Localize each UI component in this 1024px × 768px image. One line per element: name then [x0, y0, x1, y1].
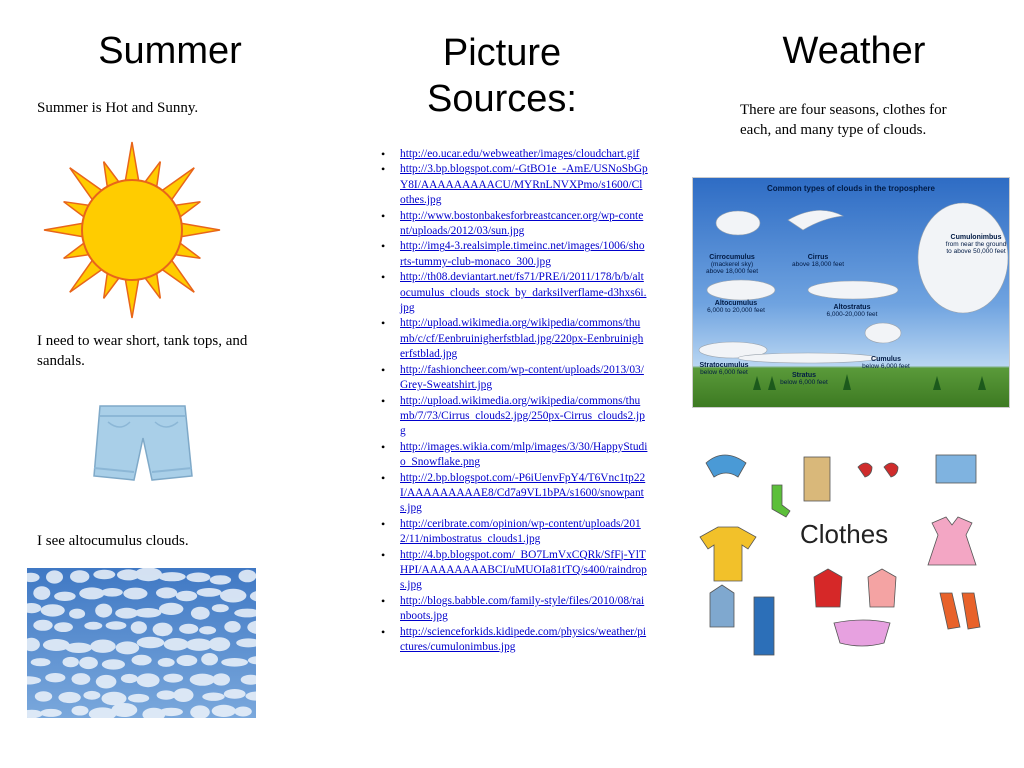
cloud-puff — [79, 587, 104, 599]
cloud-altitude: from near the ground to above 50,000 feet — [945, 241, 1007, 255]
source-link[interactable]: http://eo.ucar.edu/webweather/images/cloudchart.gif — [400, 148, 640, 160]
cloud-puff — [153, 623, 173, 637]
cloud-puff — [212, 604, 229, 612]
source-item — [380, 363, 648, 394]
cloud-puff — [128, 694, 149, 703]
cloud-label-cirrocumulus — [703, 254, 761, 275]
cloud-puff — [224, 621, 240, 633]
cloud-puff — [46, 570, 63, 583]
picture-sources-title — [390, 30, 614, 122]
cloud-puff — [186, 639, 213, 651]
cloud-name: Stratus — [791, 372, 817, 379]
cloud-puff — [106, 621, 127, 630]
cloud-puff — [224, 689, 246, 699]
source-item — [380, 239, 648, 270]
source-link[interactable]: http://scienceforkids.kidipede.com/physics/weather/pictures/cumulonimbus.jpg — [400, 625, 647, 653]
shorts-image — [90, 402, 195, 482]
weather-title: Weather — [782, 30, 926, 72]
cloud-altitude: below 6,000 feet — [862, 363, 910, 370]
source-link[interactable]: http://blogs.babble.com/family-style/files/2010/08/rainboots.jpg — [400, 594, 645, 623]
cloud-puff — [159, 603, 183, 615]
cloud-puff — [79, 657, 98, 669]
cloud-name: Cumulonimbus — [950, 234, 1002, 241]
cloud-types-chart — [692, 177, 1010, 408]
cloud-puff — [135, 568, 162, 581]
cloud-altitude: below 6,000 feet — [700, 369, 748, 376]
cloud-puff — [221, 658, 248, 667]
cloud-label-cirrus — [789, 254, 847, 268]
cloud-puff — [35, 691, 52, 701]
cloud-puff — [201, 653, 218, 665]
cloud-puff — [54, 622, 73, 632]
cloud-puff — [54, 592, 76, 601]
cloud-name: Cirrus — [807, 254, 829, 261]
cloud-puff — [137, 637, 165, 648]
cloud-puff — [212, 673, 230, 685]
cloud-puff — [199, 626, 216, 634]
cloud-puff — [157, 690, 176, 699]
cloud-puff — [197, 588, 222, 597]
source-item — [380, 440, 648, 471]
altocumulus-photo — [27, 568, 256, 718]
cloud-puff — [210, 575, 231, 584]
cloud-puff — [191, 607, 210, 620]
cloud-chart-title: Common types of clouds in the troposphere — [766, 184, 935, 193]
cloud-puff — [96, 675, 117, 689]
source-link[interactable]: http://img4-3.realsimple.timeinc.net/images/1006/shorts-tummy-club-monaco_300.jpg — [400, 240, 645, 268]
cloud-label-cumulus — [861, 356, 911, 370]
cloud-puff — [116, 641, 140, 654]
cloud-altitude: above 18,000 feet — [791, 261, 845, 268]
cloud-puff — [95, 604, 112, 618]
source-item — [380, 316, 648, 362]
cloud-puff — [83, 691, 100, 700]
cloud-puff — [43, 639, 70, 651]
source-item — [380, 471, 648, 517]
cloud-puff — [102, 659, 125, 669]
picture-sources-title-line1: Picture — [442, 32, 562, 74]
cloud-puff — [45, 673, 65, 682]
source-item — [380, 517, 648, 548]
source-link[interactable]: http://fashioncheer.com/wp-content/uploads/2013/03/Grey-Sweatshirt.jpg — [400, 363, 644, 392]
source-link[interactable]: http://3.bp.blogspot.com/-GtBO1e_-AmE/USNoSbGpY8I/AAAAAAAAACU/MYRnLNVXPmo/s1600/Clothes.jpg — [400, 163, 648, 207]
cloud-puff — [190, 674, 215, 686]
cloud-label-cumulonimbus — [945, 234, 1007, 255]
cloud-label-stratocumulus — [695, 362, 753, 376]
picture-sources-list — [380, 147, 648, 655]
sun-ray — [125, 142, 140, 185]
source-item — [380, 209, 648, 240]
source-link[interactable]: http://images.wikia.com/mlp/images/3/30/HappyStudio_Snowflake.png — [400, 440, 648, 469]
summer-text-3: I see altocumulus clouds. — [37, 533, 189, 549]
cloud-puff — [173, 688, 193, 702]
cloud-puff — [101, 588, 122, 597]
cloud-label-stratus — [775, 372, 833, 386]
cloud-puff — [137, 673, 160, 687]
cloud-name: Altocumulus — [714, 300, 758, 307]
source-link[interactable]: http://th08.deviantart.net/fs71/PRE/i/2011/178/b/b/altocumulus_clouds_stock_by_darksilverflame-d3hxs6i.jpg — [400, 271, 647, 315]
source-item — [380, 270, 648, 316]
cloud-puff — [158, 658, 175, 667]
cloud-puff — [158, 572, 185, 581]
weather-text-1: There are four seasons, clothes for each, and many type of clouds. — [740, 102, 947, 138]
source-item — [380, 625, 648, 656]
cloud-label-altocumulus — [705, 300, 767, 314]
cloud-puff — [156, 587, 177, 598]
cloud-name: Cumulus — [871, 356, 901, 363]
cloud-puff — [40, 709, 62, 717]
source-link[interactable]: http://2.bp.blogspot.com/-P6iUenvFpY4/T6Vnc1tp22I/AAAAAAAAAE8/Cd7a9VL1bPA/s1600/snowpants.jpg — [400, 471, 646, 515]
sun-ray — [177, 223, 220, 238]
cloud-puff — [131, 621, 147, 634]
cloud-puff — [163, 674, 183, 683]
cloud-puff — [176, 591, 197, 602]
summer-text-1: Summer is Hot and Sunny. — [37, 100, 199, 116]
source-link[interactable]: http://upload.wikimedia.org/wikipedia/commons/thumb/7/73/Cirrus_clouds2.jpg/250px-Cirrus_clouds2.jpg — [400, 394, 645, 438]
source-link[interactable]: http://ceribrate.com/opinion/wp-content/uploads/2012/11/nimbostratus_clouds1.jpg — [400, 517, 641, 546]
cloud-puff — [90, 640, 115, 653]
clothes-drawing — [692, 437, 1008, 669]
cloud-puff — [220, 589, 246, 603]
cloud-puff — [33, 620, 52, 631]
cloud-puff — [177, 655, 198, 666]
source-item — [380, 147, 648, 162]
cloud-name: Altostratus — [833, 304, 871, 311]
cloud-puff — [209, 637, 231, 651]
cloud-puff — [58, 692, 80, 703]
cloud-puff — [160, 708, 183, 716]
cloud-puff — [33, 586, 50, 600]
cloud-puff — [69, 609, 85, 619]
cloud-puff — [111, 703, 137, 717]
cloud-puff — [41, 604, 65, 616]
cloud-puff — [186, 573, 210, 583]
summer-text-2: I need to wear short, tank tops, and sandals. — [37, 333, 248, 369]
source-item — [380, 162, 648, 208]
cloud-altitude: (mackerel sky) above 18,000 feet — [705, 261, 759, 275]
source-link[interactable]: http://www.bostonbakesforbreastcancer.org/wp-content/uploads/2012/03/sun.jpg — [400, 209, 644, 238]
source-item — [380, 594, 648, 625]
clothes-illustration — [692, 437, 1008, 669]
clothes-label: Clothes — [800, 519, 889, 549]
picture-sources-title-line2: Sources: — [427, 78, 577, 120]
sun-image — [42, 140, 222, 320]
summer-title: Summer — [98, 30, 242, 72]
cloud-puff — [65, 643, 92, 653]
source-item — [380, 394, 648, 440]
cloud-altitude: below 6,000 feet — [780, 379, 828, 386]
source-link[interactable]: http://upload.wikimedia.org/wikipedia/commons/thumb/c/cf/Eenbruinigherfstblad.jpg/220px-Eenbruinigherfstblad.jpg — [400, 317, 644, 361]
cloud-altitude: 6,000 to 20,000 feet — [707, 307, 765, 314]
cloud-puff — [179, 624, 198, 634]
cloud-puff — [135, 608, 162, 618]
cloud-puff — [63, 657, 79, 667]
cloud-label-altostratus — [819, 304, 885, 318]
cloud-puff — [202, 693, 224, 701]
cloud-puff — [132, 655, 152, 666]
cloud-puff — [234, 707, 251, 717]
cloud-puff — [121, 674, 138, 683]
cloud-name: Cirrocumulus — [709, 254, 755, 261]
cloud-altitude: 6,000-20,000 feet — [826, 311, 878, 318]
cloud-puff — [123, 588, 147, 600]
cloud-puff — [239, 570, 257, 583]
sun-ray — [44, 223, 87, 238]
cloud-puff — [93, 570, 115, 579]
cloud-puff — [212, 705, 236, 717]
cloud-puff — [31, 658, 51, 666]
cloud-puff — [164, 638, 189, 651]
sun-ray — [125, 275, 140, 318]
cloud-puff — [72, 673, 91, 685]
cloud-name: Stratocumulus — [699, 362, 749, 369]
cloud-puff — [72, 706, 89, 716]
cloud-puff — [70, 570, 89, 583]
source-item — [380, 548, 648, 594]
source-link[interactable]: http://4.bp.blogspot.com/_BO7LmVxCQRk/SfFj-YlTHPI/AAAAAAAABCI/uMUOIa81tTQ/s400/raindrops.jpg — [400, 548, 647, 592]
cloud-puff — [84, 622, 102, 630]
